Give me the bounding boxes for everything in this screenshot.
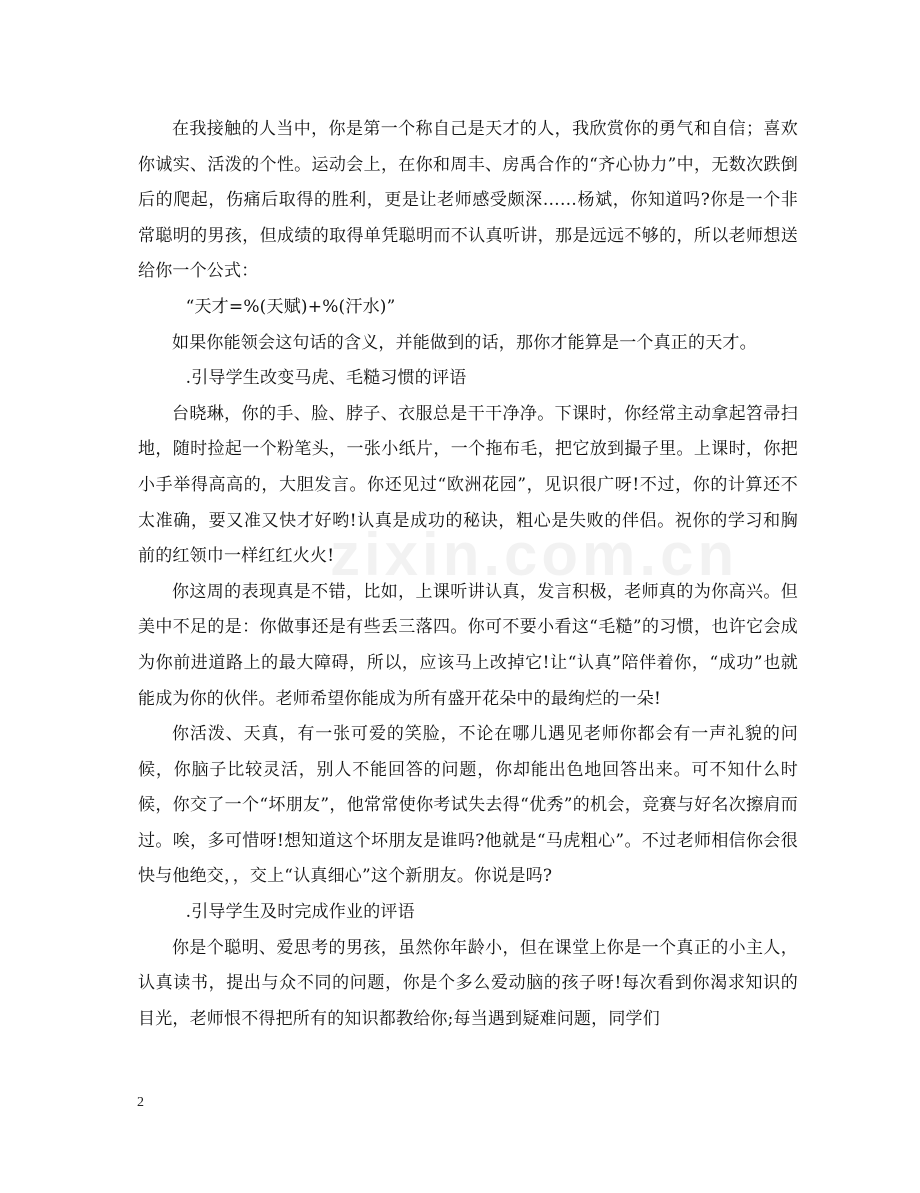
paragraph-4: 你这周的表现真是不错，比如，上课听讲认真，发言积极，老师真的为你高兴。但美中不足的是：你做事还是有些丢三落四。你可不要小看这“毛糙”的习惯，也许它会成为你前进道路上的最大障碍，所以，应该马上改掉它!让“认真”陪伴着你，“成功”也就能成为你的伙伴。老师希望你能成为所有盛开花朵中的最绚烂的一朵! [138,581,798,709]
document-body [138,112,798,1037]
section-heading-1: .引导学生改变马虎、毛糙习惯的评语 [185,368,467,389]
paragraph-1: 在我接触的人当中，你是第一个称自己是天才的人，我欣赏你的勇气和自信；喜欢你诚实、活泼的个性。运动会上，在你和周丰、房禹合作的“齐心协力”中，无数次跌倒后的爬起，伤痛后取得的胜利，更是让老师感受颇深……杨斌，你知道吗?你是一个非常聪明的男孩，但成绩的取得单凭聪明而不认真听讲，那是远远不够的，所以老师想送给你一个公式： [138,119,798,282]
section-heading-2: .引导学生及时完成作业的评语 [185,902,415,923]
watermark: zixin.com.cn [330,521,739,588]
paragraph-6: 你是个聪明、爱思考的男孩，虽然你年龄小，但在课堂上你是一个真正的小主人，认真读书，提出与众不同的问题，你是个多么爱动脑的孩子呀!每次看到你渴求知识的目光，老师恨不得把所有的知识都教给你;每当遇到疑难问题，同学们 [138,937,798,1029]
paragraph-5: 你活泼、天真，有一张可爱的笑脸，不论在哪儿遇见老师你都会有一声礼貌的问候，你脑子比较灵活，别人不能回答的问题，你却能出色地回答出来。可不知什么时候，你交了一个“坏朋友”，他常常使你考试失去得“优秀”的机会，竞赛与好名次擦肩而过。唉，多可惜呀!想知道这个坏朋友是谁吗?他就是“马虎粗心”。不过老师相信你会很快与他绝交，，交上“认真细心”这个新朋友。你说是吗? [138,724,798,887]
page-number: 2 [137,1095,144,1110]
formula-line: “天才=%(天赋)+%(汗水)” [185,296,396,317]
paragraph-3: 台晓琳，你的手、脸、脖子、衣服总是干干净净。下课时，你经常主动拿起笤帚扫地，随时捡起一个粉笔头，一张小纸片，一个拖布毛，把它放到撮子里。上课时，你把小手举得高高的，大胆发言。你还见过“欧洲花园”，见识很广呀!不过，你的计算还不太准确，要又准又快才好哟!认真是成功的秘诀，粗心是失败的伴侣。祝你的学习和胸前的红领巾一样红红火火! [138,403,798,567]
paragraph-2: 如果你能领会这句话的含义，并能做到的话，那你才能算是一个真正的天才。 [172,332,757,353]
